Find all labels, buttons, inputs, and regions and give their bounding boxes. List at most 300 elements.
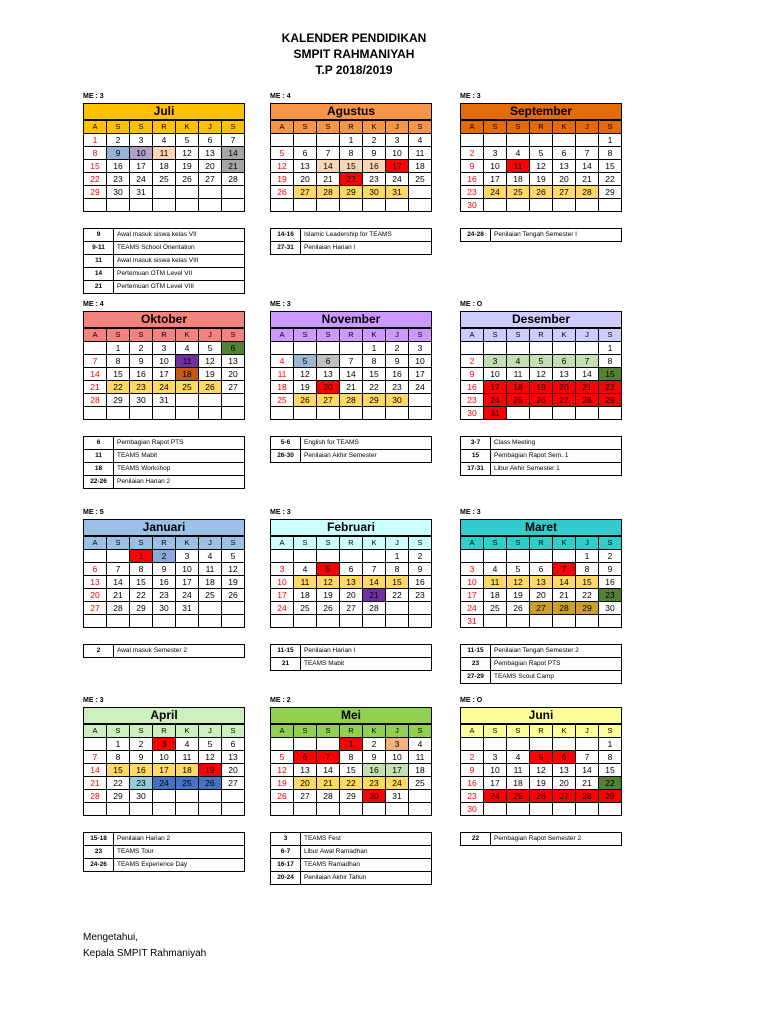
day-cell [222, 803, 245, 816]
day-cell: 20 [553, 381, 576, 394]
day-cell: 5 [271, 751, 294, 764]
event-row [84, 437, 245, 450]
day-cell: 18 [153, 160, 176, 173]
day-header-row [84, 329, 245, 342]
event-date: 6 [84, 437, 114, 450]
footer-line-2: Kepala SMPIT Rahmaniyah [83, 948, 207, 959]
day-cell: 26 [199, 777, 222, 790]
day-header: S [294, 329, 317, 342]
day-cell: 5 [176, 134, 199, 147]
day-cell: 11 [271, 368, 294, 381]
day-header: K [553, 121, 576, 134]
week-row [461, 355, 622, 368]
day-cell: 9 [386, 355, 409, 368]
day-cell: 16 [363, 764, 386, 777]
day-cell: 1 [107, 738, 130, 751]
day-cell: 30 [153, 602, 176, 615]
day-cell [386, 407, 409, 420]
week-row [271, 199, 432, 212]
day-cell [599, 407, 622, 420]
day-cell [409, 602, 432, 615]
day-cell [107, 407, 130, 420]
week-row [271, 407, 432, 420]
day-cell [294, 342, 317, 355]
month-day-grid [270, 328, 432, 420]
day-cell [130, 199, 153, 212]
day-header: J [199, 121, 222, 134]
day-cell [409, 615, 432, 628]
day-cell: 29 [599, 394, 622, 407]
week-row [461, 751, 622, 764]
day-cell: 15 [107, 764, 130, 777]
day-cell: 2 [363, 134, 386, 147]
week-row [84, 186, 245, 199]
event-date: 21 [271, 658, 301, 671]
day-cell: 19 [317, 589, 340, 602]
event-description: Penilaian Tengah Semester 2 [491, 645, 622, 658]
day-cell: 17 [176, 576, 199, 589]
day-cell: 10 [484, 160, 507, 173]
day-header-row [461, 537, 622, 550]
day-cell [461, 550, 484, 563]
day-cell: 14 [340, 368, 363, 381]
day-cell [409, 186, 432, 199]
event-row [84, 229, 245, 242]
week-row [461, 147, 622, 160]
day-cell: 13 [222, 751, 245, 764]
title-line-3: T.P 2018/2019 [315, 63, 393, 77]
event-description: Pembagian Rapot PTS [114, 437, 245, 450]
day-cell: 1 [107, 342, 130, 355]
day-cell: 23 [461, 394, 484, 407]
day-cell: 11 [507, 160, 530, 173]
day-cell [153, 790, 176, 803]
event-date: 14-16 [271, 229, 301, 242]
day-cell: 14 [222, 147, 245, 160]
day-cell [530, 738, 553, 751]
day-cell: 24 [271, 602, 294, 615]
day-cell: 30 [599, 602, 622, 615]
me-label: ME : 2 [270, 697, 291, 704]
day-header: K [363, 725, 386, 738]
day-cell: 8 [107, 355, 130, 368]
day-cell: 23 [107, 173, 130, 186]
day-cell: 5 [294, 355, 317, 368]
day-cell: 24 [484, 790, 507, 803]
day-cell: 5 [317, 563, 340, 576]
day-cell: 20 [84, 589, 107, 602]
week-row [84, 751, 245, 764]
day-cell: 8 [340, 751, 363, 764]
day-cell: 12 [507, 576, 530, 589]
day-cell: 16 [386, 368, 409, 381]
event-description: TEAMS Experience Day [114, 859, 245, 872]
day-cell: 7 [340, 355, 363, 368]
day-cell [199, 186, 222, 199]
day-cell: 20 [294, 173, 317, 186]
day-cell: 19 [271, 173, 294, 186]
day-cell: 7 [553, 563, 576, 576]
day-cell: 24 [484, 186, 507, 199]
day-cell: 2 [599, 550, 622, 563]
day-cell [507, 342, 530, 355]
day-cell: 23 [363, 173, 386, 186]
day-cell: 4 [176, 738, 199, 751]
day-cell: 1 [130, 550, 153, 563]
day-cell [576, 342, 599, 355]
day-cell: 12 [530, 368, 553, 381]
day-cell: 9 [153, 563, 176, 576]
day-cell: 2 [130, 342, 153, 355]
day-cell: 13 [294, 160, 317, 173]
me-label: ME : 3 [83, 697, 104, 704]
event-description: Penilaian Harian I [301, 242, 432, 255]
week-row [271, 563, 432, 576]
day-cell: 23 [386, 381, 409, 394]
day-header: A [461, 725, 484, 738]
day-cell: 2 [363, 738, 386, 751]
day-cell [484, 342, 507, 355]
day-cell: 24 [461, 602, 484, 615]
week-row [84, 615, 245, 628]
day-cell [222, 199, 245, 212]
week-row [271, 342, 432, 355]
day-cell [130, 615, 153, 628]
week-row [461, 803, 622, 816]
day-header-row [271, 329, 432, 342]
day-cell [553, 615, 576, 628]
event-row [84, 463, 245, 476]
event-description: Pembagian Rapot Semester 2 [491, 833, 622, 846]
day-cell: 25 [409, 173, 432, 186]
day-cell: 26 [271, 790, 294, 803]
event-description: Islamic Leadership for TEAMS [301, 229, 432, 242]
day-cell [107, 803, 130, 816]
week-row [271, 576, 432, 589]
day-cell: 4 [294, 563, 317, 576]
day-cell: 11 [294, 576, 317, 589]
event-date: 26-30 [271, 450, 301, 463]
day-cell: 26 [271, 186, 294, 199]
day-cell [294, 199, 317, 212]
week-row [271, 803, 432, 816]
day-cell: 26 [530, 186, 553, 199]
day-cell: 31 [386, 186, 409, 199]
event-description: Awal masuk siswa kelas VIII [114, 255, 245, 268]
day-cell [84, 550, 107, 563]
day-header: A [84, 725, 107, 738]
day-cell: 6 [294, 751, 317, 764]
day-header: S [599, 121, 622, 134]
day-cell: 7 [576, 751, 599, 764]
day-cell: 17 [386, 160, 409, 173]
week-row [461, 615, 622, 628]
day-header: S [507, 725, 530, 738]
day-header: J [199, 725, 222, 738]
day-header: A [461, 121, 484, 134]
week-row [271, 147, 432, 160]
event-row [84, 242, 245, 255]
day-cell: 20 [222, 764, 245, 777]
day-cell: 10 [271, 576, 294, 589]
me-label: ME : 3 [83, 93, 104, 100]
day-cell: 18 [409, 764, 432, 777]
event-date: 23 [461, 658, 491, 671]
day-cell [176, 615, 199, 628]
day-cell: 16 [107, 160, 130, 173]
day-cell: 16 [363, 160, 386, 173]
day-cell: 3 [484, 751, 507, 764]
month-block-juli [83, 92, 245, 302]
day-header: S [317, 537, 340, 550]
day-cell: 7 [576, 355, 599, 368]
day-cell: 15 [130, 576, 153, 589]
day-cell: 6 [294, 147, 317, 160]
day-header: S [409, 329, 432, 342]
event-date: 11 [84, 255, 114, 268]
day-header: R [340, 329, 363, 342]
day-cell: 21 [363, 589, 386, 602]
day-cell: 19 [507, 589, 530, 602]
day-header: R [340, 725, 363, 738]
day-header: R [153, 537, 176, 550]
event-row [271, 437, 432, 450]
day-cell: 7 [107, 563, 130, 576]
event-description: Pembagian Rapot Sem. 1 [491, 450, 622, 463]
event-description: Libur Awal Ramadhan [301, 846, 432, 859]
event-date: 14 [84, 268, 114, 281]
week-row [461, 134, 622, 147]
day-cell: 28 [553, 602, 576, 615]
day-cell: 10 [461, 576, 484, 589]
day-header: J [386, 725, 409, 738]
week-row [271, 550, 432, 563]
event-description: Penilaian Akhir Semester [301, 450, 432, 463]
day-header: S [484, 121, 507, 134]
day-cell [599, 803, 622, 816]
day-cell: 20 [530, 589, 553, 602]
day-cell [107, 550, 130, 563]
day-cell: 27 [340, 602, 363, 615]
day-cell [130, 803, 153, 816]
day-cell: 14 [576, 368, 599, 381]
day-cell: 29 [107, 394, 130, 407]
day-cell: 2 [130, 738, 153, 751]
day-cell [507, 738, 530, 751]
day-header: A [271, 329, 294, 342]
day-cell: 14 [107, 576, 130, 589]
day-cell: 25 [507, 790, 530, 803]
week-row [84, 576, 245, 589]
day-cell: 5 [530, 751, 553, 764]
day-cell: 19 [271, 777, 294, 790]
day-cell: 25 [176, 777, 199, 790]
day-header: A [461, 329, 484, 342]
day-header: A [84, 329, 107, 342]
month-day-grid [460, 724, 622, 816]
day-header: J [386, 537, 409, 550]
day-cell: 4 [199, 550, 222, 563]
event-row [271, 229, 432, 242]
day-cell: 22 [107, 381, 130, 394]
day-header: A [271, 121, 294, 134]
events-table [460, 436, 622, 476]
event-description: TEAMS School Orientation [114, 242, 245, 255]
event-date: 27-29 [461, 671, 491, 684]
day-cell: 11 [409, 751, 432, 764]
day-cell: 24 [484, 394, 507, 407]
day-cell [553, 803, 576, 816]
day-header: S [409, 121, 432, 134]
day-cell: 12 [222, 563, 245, 576]
day-header: S [484, 725, 507, 738]
day-cell [409, 199, 432, 212]
day-cell: 2 [386, 342, 409, 355]
day-cell: 3 [271, 563, 294, 576]
day-cell: 3 [484, 355, 507, 368]
week-row [461, 407, 622, 420]
day-cell: 23 [599, 589, 622, 602]
day-header: S [409, 725, 432, 738]
day-cell: 31 [461, 615, 484, 628]
week-row [461, 790, 622, 803]
day-cell: 24 [153, 381, 176, 394]
day-cell: 8 [130, 563, 153, 576]
day-cell: 19 [222, 576, 245, 589]
month-block-november [270, 300, 432, 510]
day-cell: 16 [153, 576, 176, 589]
day-header: A [461, 537, 484, 550]
week-row [84, 777, 245, 790]
day-cell [84, 407, 107, 420]
week-row [84, 764, 245, 777]
day-cell: 30 [130, 790, 153, 803]
events-table [270, 644, 432, 671]
day-cell: 25 [294, 602, 317, 615]
day-cell: 14 [84, 764, 107, 777]
day-header: K [176, 329, 199, 342]
day-cell [553, 407, 576, 420]
day-cell: 21 [84, 381, 107, 394]
events-table [460, 228, 622, 242]
day-cell [317, 342, 340, 355]
day-cell: 30 [461, 803, 484, 816]
day-cell [199, 407, 222, 420]
day-cell [461, 342, 484, 355]
month-block-mei [270, 696, 432, 906]
day-cell: 17 [386, 764, 409, 777]
day-cell: 26 [530, 394, 553, 407]
day-cell: 13 [317, 368, 340, 381]
day-cell: 9 [107, 147, 130, 160]
day-cell [199, 615, 222, 628]
week-row [271, 173, 432, 186]
event-description: TEAMS Tour [114, 846, 245, 859]
day-cell: 14 [576, 160, 599, 173]
day-cell [553, 738, 576, 751]
day-cell: 16 [130, 368, 153, 381]
day-cell [222, 602, 245, 615]
day-cell [294, 803, 317, 816]
day-cell [130, 407, 153, 420]
day-cell: 9 [461, 368, 484, 381]
week-row [271, 134, 432, 147]
event-row [271, 833, 432, 846]
day-cell: 18 [507, 777, 530, 790]
day-header-row [84, 537, 245, 550]
event-row [84, 281, 245, 294]
day-header: K [553, 725, 576, 738]
day-cell: 3 [409, 342, 432, 355]
week-row [461, 602, 622, 615]
day-cell: 18 [294, 589, 317, 602]
day-cell: 20 [199, 160, 222, 173]
event-description: Pertemuan OTM Level VIII [114, 281, 245, 294]
day-header: J [576, 537, 599, 550]
month-name: Januari [83, 519, 245, 536]
day-header: A [84, 121, 107, 134]
day-header: A [271, 537, 294, 550]
week-row [461, 160, 622, 173]
day-cell [484, 199, 507, 212]
week-row [461, 563, 622, 576]
day-cell: 6 [553, 147, 576, 160]
day-cell: 25 [199, 589, 222, 602]
day-cell: 31 [386, 790, 409, 803]
day-cell: 6 [553, 751, 576, 764]
day-header: S [107, 121, 130, 134]
day-cell: 12 [176, 147, 199, 160]
week-row [461, 550, 622, 563]
month-name: Maret [460, 519, 622, 536]
day-cell [271, 407, 294, 420]
day-cell [271, 550, 294, 563]
day-cell: 10 [153, 751, 176, 764]
day-header: R [530, 537, 553, 550]
day-header: A [84, 537, 107, 550]
day-cell: 15 [576, 576, 599, 589]
day-cell: 2 [153, 550, 176, 563]
day-cell: 21 [576, 777, 599, 790]
day-cell: 11 [484, 576, 507, 589]
day-header-row [271, 537, 432, 550]
signature-block [83, 930, 206, 962]
day-header: R [153, 329, 176, 342]
day-cell: 7 [84, 751, 107, 764]
day-header: R [153, 121, 176, 134]
day-header: S [107, 329, 130, 342]
month-name: Mei [270, 707, 432, 724]
day-header: S [599, 537, 622, 550]
day-cell [363, 550, 386, 563]
day-cell [317, 407, 340, 420]
month-day-grid [83, 724, 245, 816]
event-date: 3-7 [461, 437, 491, 450]
week-row [84, 602, 245, 615]
day-header: S [507, 329, 530, 342]
day-cell: 18 [176, 368, 199, 381]
event-date: 15-18 [84, 833, 114, 846]
day-cell [507, 803, 530, 816]
day-cell: 8 [599, 147, 622, 160]
day-cell: 6 [317, 355, 340, 368]
day-cell: 2 [461, 751, 484, 764]
day-header: K [363, 329, 386, 342]
event-date: 2 [84, 645, 114, 658]
day-cell: 2 [409, 550, 432, 563]
day-cell: 22 [340, 173, 363, 186]
day-cell: 10 [386, 147, 409, 160]
